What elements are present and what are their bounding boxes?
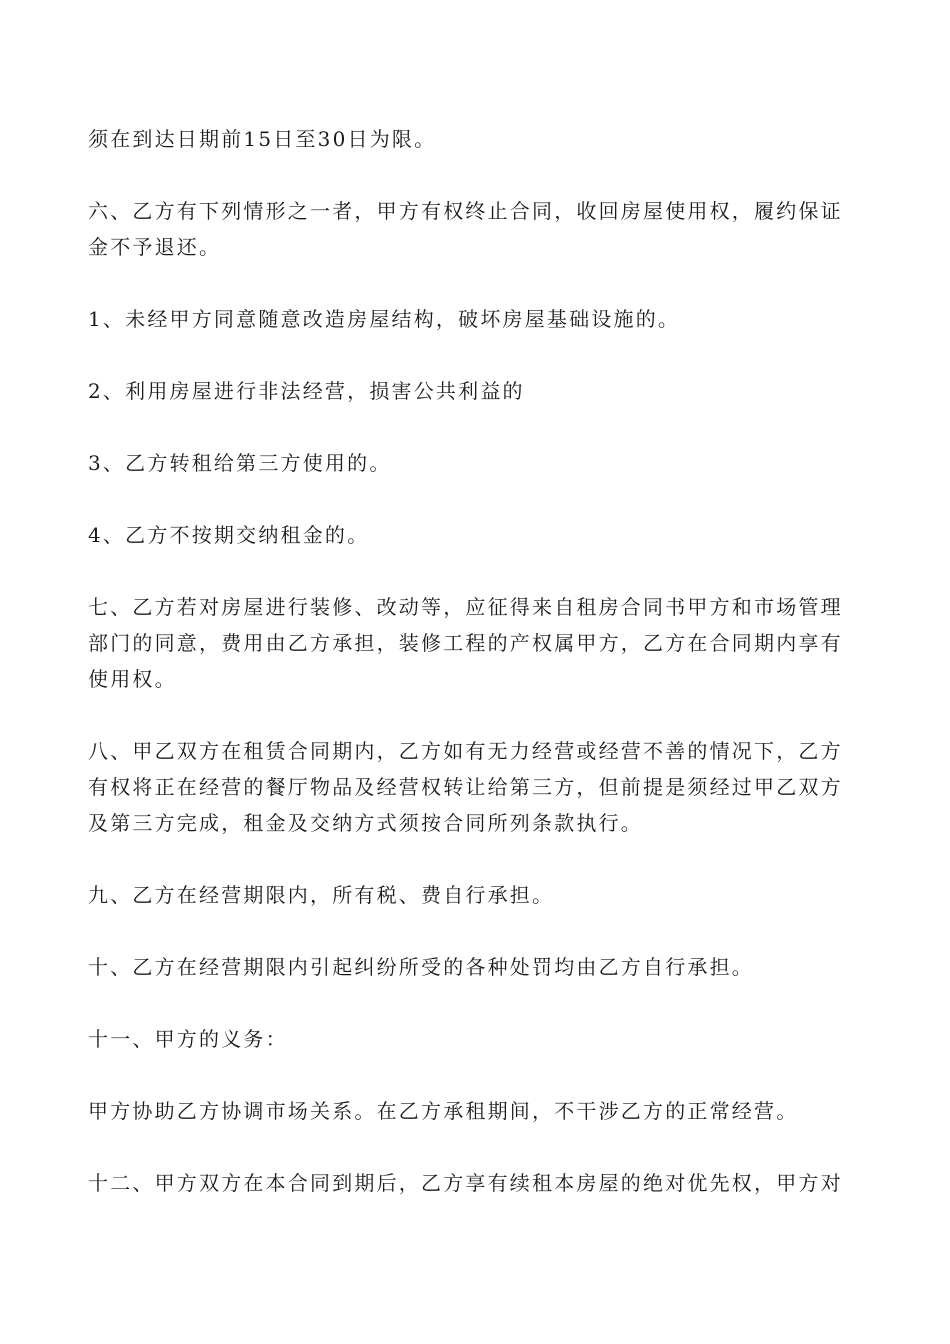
paragraph-clause-8: 八、甲乙双方在租赁合同期内，乙方如有无力经营或经营不善的情况下，乙方有权将正在经营的餐厅物品及经营权转让给第三方，但前提是须经过甲乙双方及第三方完成，租金及交纳方式须按合同所列条款执行。 [88, 739, 843, 835]
paragraph-item-4: 4、乙方不按期交纳租金的。 [88, 523, 370, 547]
paragraph-clause-7: 七、乙方若对房屋进行装修、改动等，应征得来自租房合同书甲方和市场管理部门的同意，费用由乙方承担，装修工程的产权属甲方，乙方在合同期内享有使用权。 [88, 595, 843, 691]
paragraph-clause-11-body: 甲方协助乙方协调市场关系。在乙方承租期间，不干涉乙方的正常经营。 [88, 1099, 799, 1123]
paragraph-item-3: 3、乙方转租给第三方使用的。 [88, 451, 392, 475]
paragraph-clause-12: 十二、甲方双方在本合同到期后，乙方享有续租本房屋的绝对优先权，甲方对 [88, 1171, 843, 1195]
paragraph-item-2: 2、利用房屋进行非法经营，损害公共利益的 [88, 379, 525, 403]
document-body [88, 121, 863, 1201]
paragraph-clause-6: 六、乙方有下列情形之一者，甲方有权终止合同，收回房屋使用权，履约保证金不予退还。 [88, 199, 843, 259]
paragraph-clause-9: 九、乙方在经营期限内，所有税、费自行承担。 [88, 883, 555, 907]
paragraph-item-1: 1、未经甲方同意随意改造房屋结构，破坏房屋基础设施的。 [88, 307, 681, 331]
paragraph-clause-11-heading: 十一、甲方的义务： [88, 1027, 288, 1051]
paragraph-date-limit: 须在到达日期前15日至30日为限。 [88, 127, 437, 151]
paragraph-clause-10: 十、乙方在经营期限内引起纠纷所受的各种处罚均由乙方自行承担。 [88, 955, 754, 979]
